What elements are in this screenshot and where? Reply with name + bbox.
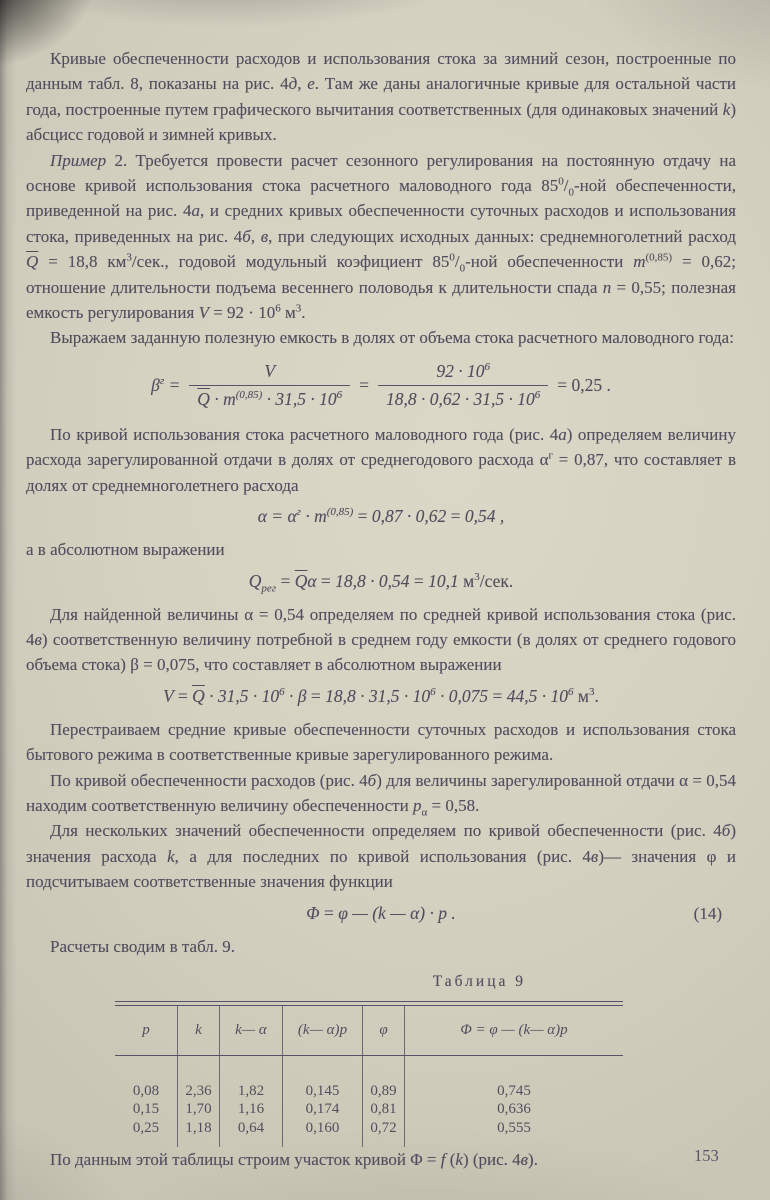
table-cell: 0,72 [370, 1119, 397, 1136]
fraction-numerator: V [264, 360, 276, 381]
table-cell: 1,16 [237, 1101, 265, 1118]
table-column-k [178, 1056, 220, 1148]
column-header-phi-function: Φ = φ — ( k — α) p [460, 1021, 568, 1038]
table-body [115, 1056, 623, 1148]
paragraph-express-capacity: Выражаем заданную полезную емкость в долях от объема стока расчетного маловодного года: [50, 328, 734, 348]
formula-beta-lhs: $\beta^г$ = [151, 374, 181, 395]
data-table [115, 1001, 623, 1148]
table-cell: 1,18 [185, 1119, 212, 1136]
column-header-k-minus-alpha: k — α [220, 1006, 283, 1055]
formula-volume: $V = \overline{Q} \cdot 31,5 \cdot 10^6 \cdot \beta = 18,8 \cdot 31,5 \cdot 10^6 \cdot 0,075 = 44,5 \cdot 10^6$ $м^3$. [163, 685, 599, 706]
page-number: 153 [694, 1146, 719, 1165]
paragraph-build-curve: По данным этой таблицы строим участок кривой Φ = f (k) (рис. 4в). [50, 1150, 538, 1170]
fraction-denominator: $18,8 \cdot 0,62 \cdot 31,5 \cdot 10^6$ [378, 385, 548, 410]
equation-number: (14) [693, 903, 722, 923]
table-column-phi-function [405, 1056, 623, 1148]
table-cell: 1,70 [185, 1101, 212, 1118]
table-cell: 0,08 [132, 1082, 160, 1099]
fraction-numerator: $92 \cdot 10^6$ [436, 360, 490, 381]
paragraph-beta-capacity: Для найденной величины α = 0,54 определяем по средней кривой использования стока (рис. 4в) соответственную величину потребной в среднем году емкости (в долях от среднего годового объема стока) β = 0,075, что составляет в абсолютном выражении [26, 604, 736, 675]
table-cell: 0,555 [497, 1119, 531, 1136]
table-cell: 1,82 [237, 1082, 265, 1099]
paragraph-several-values: Для нескольких значений обеспеченности определяем по кривой обеспеченности (рис. 4б) значения расхода k, а для последних по кривой использования (рис. 4в)— значения φ и подсчитываем соответственные значения функции [26, 821, 737, 892]
paragraph-absolute-terms: а в абсолютном выражении [26, 540, 225, 560]
paragraph-alpha-from-curve: По кривой использования стока расчетного маловодного года (рис. 4а) определяем величину расхода зарегулированной отдачи в долях от среднегодового расхода $\alpha^г = 0,87$, что составляет в долях от среднемноголетнего расхода [26, 424, 736, 495]
formula-phi-function [26, 903, 736, 924]
formula-beta-result: = 0,25 . [557, 374, 611, 395]
fraction-numeric [378, 361, 548, 410]
table-cell: 2,36 [185, 1082, 212, 1099]
formula-phi-body: Φ = φ — (k — α) · p . [306, 902, 456, 923]
equals-sign: = [359, 374, 370, 395]
table-cell: 0,81 [370, 1101, 397, 1118]
table-column-k-minus-alpha-p [283, 1056, 363, 1148]
paragraph-p-alpha: По кривой обеспеченности расходов (рис. 4б) для величины зарегулированной отдачи α = 0,54 находим соответственную величину обеспеченности $p_\alpha = 0,58$. [26, 770, 736, 819]
table-cell: 0,145 [305, 1082, 340, 1099]
table-column-k-minus-alpha [220, 1056, 283, 1148]
table-cell: 0,15 [132, 1101, 160, 1118]
paragraph-winter-curves: Кривые обеспеченности расходов и использования стока за зимний сезон, построенные по данным табл. 8, показаны на рис. 4д, е. Там же даны аналогичные кривые для остальной части года, построенные путем графического вычитания соответственных (для одинаковых значений k) абсцисс годовой и зимней кривых. [26, 49, 736, 145]
column-header-p: p [115, 1006, 178, 1055]
paragraph-example-2: Пример 2. Требуется провести расчет сезонного регулирования на постоянную отдачу на основе кривой использования стока расчетного маловодного года $85^0/_0$-ной обеспеченности, приведенной на рис. 4а, и средних кривых обеспеченности суточных расходов и использования стока, приведенных на рис. 4б, в, при следующих исходных данных: среднемноголетний расход $\overline{Q} = 18,8$ $км^3$/сек., годовой модульный коэфициент $85^0/_0$-ной обеспеченности $m^{(0,85)} = 0,62$; отношение длительности подъема весеннего половодья к длительности спада n = 0,55; полезная емкость регулирования $V = 92 \cdot 10^6$ $м^3$. [26, 150, 737, 323]
table-header-row [115, 1006, 623, 1055]
formula-beta-fraction [26, 361, 736, 410]
table-caption: Таблица 9 [432, 972, 526, 990]
formula-alpha: $\alpha = \alpha^г \cdot m^{(0,85)} = 0,87 \cdot 0,62 = 0,54$ , [257, 506, 505, 527]
table-cell: 0,174 [305, 1101, 340, 1118]
table-cell: 0,160 [305, 1119, 340, 1136]
table-cell: 0,25 [132, 1119, 160, 1136]
formula-q-reg: $Q_{рег} = \overline{Q}\alpha = 18,8 \cdot 0,54 = 10,1$ $м^3$/сек. [248, 570, 514, 594]
table-column-p [115, 1056, 178, 1148]
table-cell: 0,89 [370, 1082, 397, 1099]
paragraph-rebuild-curves: Перестраиваем средние кривые обеспеченности суточных расходов и использования стока бытового режима в соответственные кривые зарегулированного режима. [26, 719, 736, 765]
table-cell: 0,636 [497, 1101, 531, 1118]
table-cell: 0,745 [497, 1082, 531, 1099]
column-header-k-minus-alpha-p: ( k — α) p [283, 1006, 363, 1055]
column-header-k: k [178, 1006, 220, 1055]
column-header-phi-small: φ [363, 1006, 405, 1055]
table-cell: 0,64 [237, 1119, 265, 1136]
fraction-denominator: $\overline{Q} \cdot m^{(0,85)} \cdot 31,5 \cdot 10^6$ [189, 385, 350, 410]
table-column-phi-small [363, 1056, 405, 1148]
fraction-symbolic [189, 361, 350, 410]
paragraph-table-reference: Расчеты сводим в табл. 9. [50, 936, 236, 956]
